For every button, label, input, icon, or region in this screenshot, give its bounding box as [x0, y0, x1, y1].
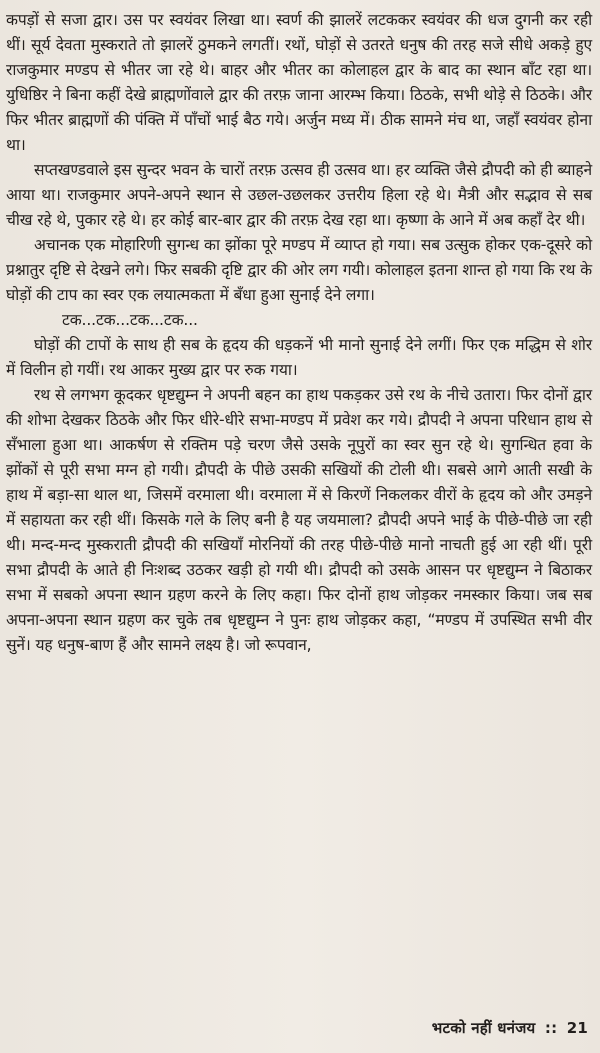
book-title: भटको नहीं धनंजय: [431, 1019, 536, 1037]
paragraph: कपड़ों से सजा द्वार। उस पर स्वयंवर लिखा था। स्वर्ण की झालरें लटककर स्वयंवर की धज दुगनी कर रही थीं। सूर्य देवता मुस्कराते तो झालरें ठुमकने लगतीं। रथों, घोड़ों से उतरते धनुष की तरह सजे सीधे अकड़े हुए राजकुमार मण्डप से भीतर जा रहे थे। बाहर और भीतर का कोलाहल द्वार के बाद का स्थान बाँट रहा था। युधिष्ठिर ने बिना कहीं देखे ब्राह्मणोंवाले द्वार की तरफ़ जाना आरम्भ किया। ठिठके, सभी थोड़े से ठिठके। और फिर भीतर ब्राह्मणों की पंक्ति में पाँचों भाई बैठ गये। अर्जुन मध्य में। ठीक सामने मंच था, जहाँ स्वयंवर होना था।: [6, 11, 592, 154]
body-text: [6, 8, 592, 658]
sound-line: टक...टक...टक...टक...: [62, 311, 198, 329]
footer-separator: ::: [544, 1019, 558, 1037]
paragraph: अचानक एक मोहारिणी सुगन्ध का झोंका पूरे मण्डप में व्याप्त हो गया। सब उत्सुक होकर एक-दूसरे को प्रश्नातुर दृष्टि से देखने लगे। फिर सबकी दृष्टि द्वार की ओर लग गयी। कोलाहल इतना शान्त हो गया कि रथ के घोड़ों की टाप का स्वर एक लयात्मकता में बँधा हुआ सुनाई देने लगा।: [6, 236, 592, 304]
paragraph: रथ से लगभग कूदकर धृष्टद्युम्न ने अपनी बहन का हाथ पकड़कर उसे रथ के नीचे उतारा। फिर दोनों द्वार की शोभा देखकर ठिठके और फिर धीरे-धीरे सभा-मण्डप में प्रवेश कर गये। द्रौपदी ने अपना परिधान हाथ से सँभाला हुआ था। आकर्षण से रक्तिम पड़े चरण जैसे उसके नूपुरों का स्वर सुन रहे थे। सुगन्धित हवा के झोंकों से पूरी सभा मग्न हो गयी। द्रौपदी के पीछे उसकी सखियों की टोली थी। सबसे आगे आती सखी के हाथ में बड़ा-सा थाल था, जिसमें वरमाला थी। वरमाला में से किरणें निकलकर वीरों के हृदय को और उमड़ने में सहायता कर रही थीं। किसके गले के लिए बनी है यह जयमाला? द्रौपदी अपने भाई के पीछे-पीछे जा रही थी। मन्द-मन्द मुस्कराती द्रौपदी की सखियाँ मोरनियों की तरह पीछे-पीछे मानो नाचती हुई आ रही थीं। पूरी सभा द्रौपदी के आते ही निःशब्द उठकर खड़ी हो गयी थी। द्रौपदी को उसके आसन पर धृष्टद्युम्न ने बिठाकर सभा में सबको अपना स्थान ग्रहण करने के लिए कहा। फिर दोनों हाथ जोड़कर नमस्कार किया। जब सब अपना-अपना स्थान ग्रहण कर चुके तब धृष्टद्युम्न ने पुनः हाथ जोड़कर कहा, “मण्डप में उपस्थित सभी वीर सुनें। यह धनुष-बाण हैं और सामने लक्ष्य है। जो रूपवान,: [6, 386, 592, 654]
page-number: 21: [566, 1019, 588, 1037]
paragraph: सप्तखण्डवाले इस सुन्दर भवन के चारों तरफ़ उत्सव ही उत्सव था। हर व्यक्ति जैसे द्रौपदी को ही ब्याहने आया था। राजकुमार अपने-अपने स्थान से उछल-उछलकर उत्तरीय हिला रहे थे। मैत्री और सद्भाव से सब चीख रहे थे, पुकार रहे थे। हर कोई बार-बार द्वार की तरफ़ देख रहा था। कृष्णा के आने में अब कहाँ देर थी।: [6, 161, 592, 229]
paragraph: घोड़ों की टापों के साथ ही सब के हृदय की धड़कनें भी मानो सुनाई देने लगीं। फिर एक मद्धिम से शोर में विलीन हो गयीं। रथ आकर मुख्य द्वार पर रुक गया।: [6, 336, 592, 379]
page-footer: [432, 1018, 588, 1038]
